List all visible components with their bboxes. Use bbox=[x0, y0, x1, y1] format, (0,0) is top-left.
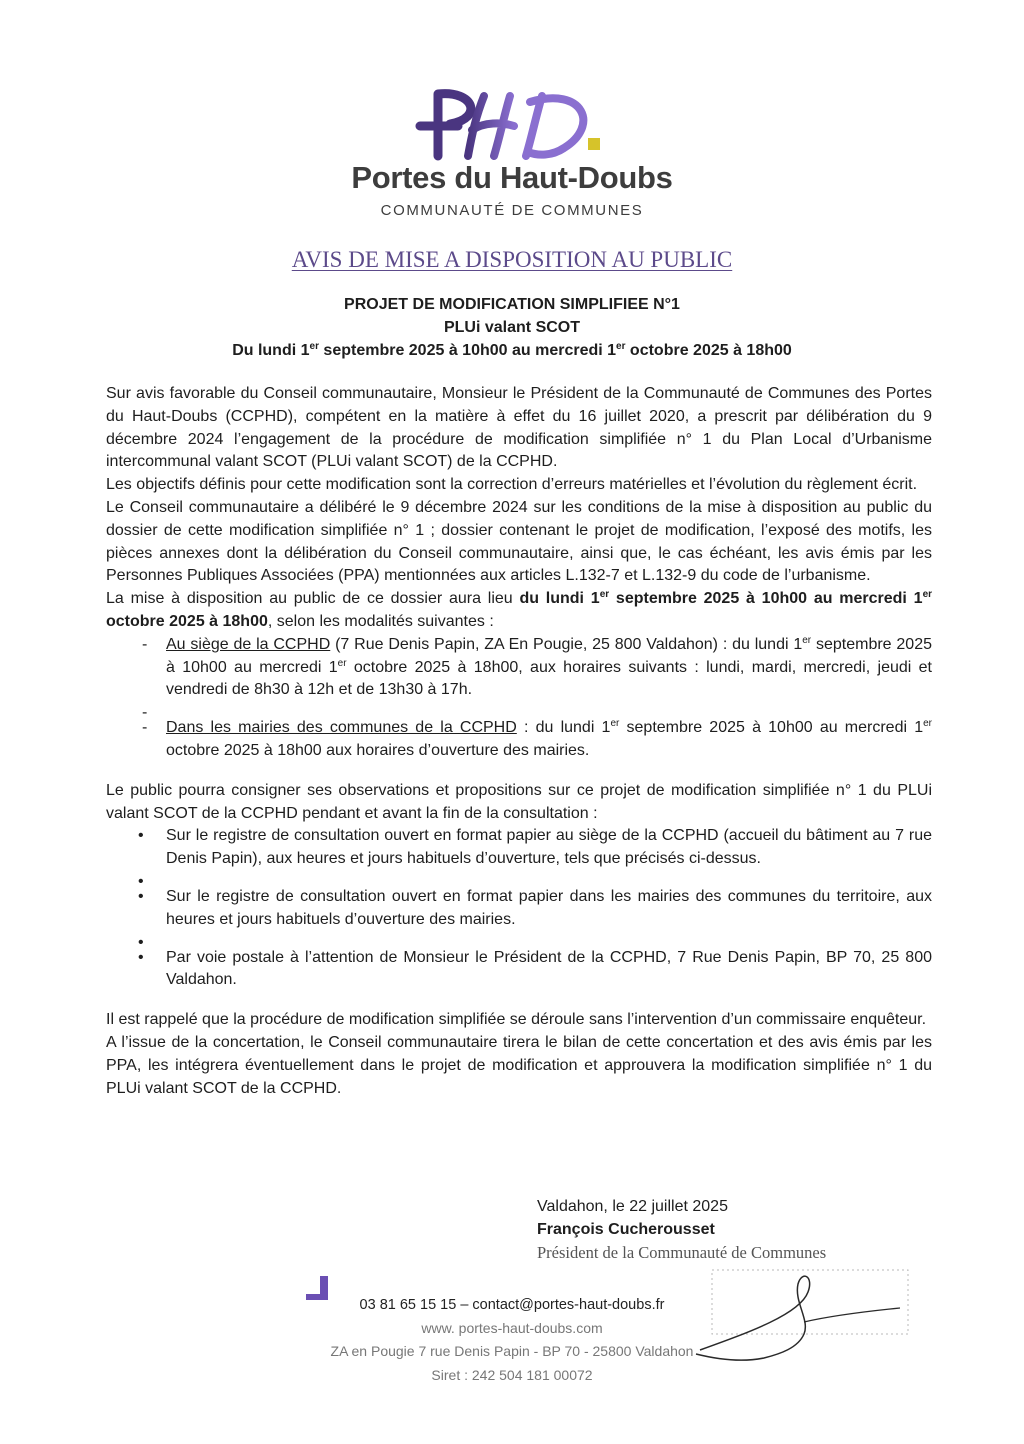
logo-subtitle: COMMUNAUTÉ DE COMMUNES bbox=[380, 202, 644, 219]
subhead-plui: PLUi valant SCOT bbox=[443, 319, 581, 336]
spacer bbox=[106, 992, 932, 1009]
list-item: - Au siège de la CCPHD (7 Rue Denis Papin, ZA En Pougie, 25 800 Valdahon) : du lundi 1er septembre 2025 à 10h00 au mercredi 1er octobre 2025 à 18h00, aux horaires suivants : lundi, mardi, mercredi, jeudi et vendredi de 8h30 à 12h et de 13h30 à 17h. bbox=[106, 634, 932, 702]
footer-address: ZA en Pougie 7 rue Denis Papin - BP 70 - 25800 Valdahon bbox=[330, 1343, 694, 1359]
page-title: AVIS DE MISE A DISPOSITION AU PUBLIC bbox=[291, 247, 733, 272]
list-item: • Sur le registre de consultation ouvert en format papier au siège de la CCPHD (accueil du bâtiment au 7 rue Denis Papin), aux heures et jours habituels d’ouverture, tels que précisés ci-dessus. bbox=[106, 825, 932, 871]
availability-list bbox=[106, 634, 932, 763]
list-spacer bbox=[106, 702, 932, 717]
paragraph-objectives: Les objectifs définis pour cette modification sont la correction d’erreurs matérielles et l’évolution du règlement écrit. bbox=[106, 476, 918, 494]
list-spacer bbox=[106, 932, 932, 947]
subhead-project: PROJET DE MODIFICATION SIMPLIFIEE N°1 bbox=[344, 296, 680, 313]
observations-list bbox=[106, 825, 932, 992]
signature-name: François Cucherousset bbox=[537, 1221, 715, 1238]
logo-name: Portes du Haut-Doubs bbox=[351, 160, 673, 195]
notice-body bbox=[106, 383, 932, 1100]
list-item: • Sur le registre de consultation ouvert en format papier dans les mairies des communes du territoire, aux heures et jours habituels d’ouverture des mairies. bbox=[106, 886, 932, 932]
footer-website: www. portes-haut-doubs.com bbox=[421, 1320, 603, 1336]
footer-siret: Siret : 242 504 181 00072 bbox=[431, 1367, 593, 1383]
list-item: • Par voie postale à l’attention de Monsieur le Président de la CCPHD, 7 Rue Denis Papin, BP 70, 25 800 Valdahon. bbox=[106, 947, 932, 993]
paragraph-reminder: Il est rappelé que la procédure de modification simplifiée se déroule sans l’intervention d’un commissaire enquêteur. bbox=[106, 1011, 927, 1029]
spacer bbox=[106, 763, 932, 780]
signature-role: Président de la Communauté de Communes bbox=[537, 1243, 827, 1262]
footer-contact: 03 81 65 15 15 – contact@portes-haut-doubs.fr bbox=[359, 1297, 665, 1313]
paragraph-deliberation: Le Conseil communautaire a délibéré le 9 décembre 2024 sur les conditions de la mise à disposition au public du dossier de cette modification simplifiée n° 1 ; dossier contenant le projet de modification, l’exposé des motifs, les pièces annexes dont la délibération du Conseil communautaire, ainsi que, le cas échéant, les avis émis par les Personnes Publiques Associées (PPA) mentionnées aux articles L.132-7 et L.132-9 du code de l’urbanisme. bbox=[106, 498, 932, 585]
paragraph-prescription: Sur avis favorable du Conseil communautaire, Monsieur le Président de la Communauté de Communes des Portes du Haut-Doubs (CCPHD), compétent en la matière à effet du 16 juillet 2020, a prescrit par délibération du 9 décembre 2024 l’engagement de la procédure de modification simplifiée n° 1 du Plan Local d’Urbanisme intercommunal valant SCOT (PLUi valant SCOT) de la CCPHD. bbox=[106, 385, 932, 471]
list-item: - Dans les mairies des communes de la CCPHD : du lundi 1er septembre 2025 à 10h00 au mercredi 1er octobre 2025 à 18h00 aux horaires d’ouverture des mairies. bbox=[106, 717, 932, 763]
subhead-dates: Du lundi 1er septembre 2025 à 10h00 au mercredi 1er octobre 2025 à 18h00 bbox=[232, 341, 792, 359]
phd-logo-icon bbox=[414, 86, 614, 166]
paragraph-observations: Le public pourra consigner ses observations et propositions sur ce projet de modification simplifiée n° 1 du PLUi valant SCOT de la CCPHD pendant et avant la fin de la consultation : bbox=[106, 781, 932, 822]
signature-place-date: Valdahon, le 22 juillet 2025 bbox=[537, 1198, 728, 1215]
paragraph-availability: La mise à disposition au public de ce dossier aura lieu du lundi 1er septembre 2025 à 10h00 au mercredi 1er octobre 2025 à 18h00, selon les modalités suivantes : bbox=[106, 589, 933, 630]
list-spacer bbox=[106, 871, 932, 886]
paragraph-conclusion: A l’issue de la concertation, le Conseil communautaire tirera le bilan de cette concertation et des avis émis par les PPA, les intégrera éventuellement dans le projet de modification et approuvera la modification simplifiée n° 1 du PLUi valant SCOT de la CCPHD. bbox=[106, 1033, 932, 1097]
